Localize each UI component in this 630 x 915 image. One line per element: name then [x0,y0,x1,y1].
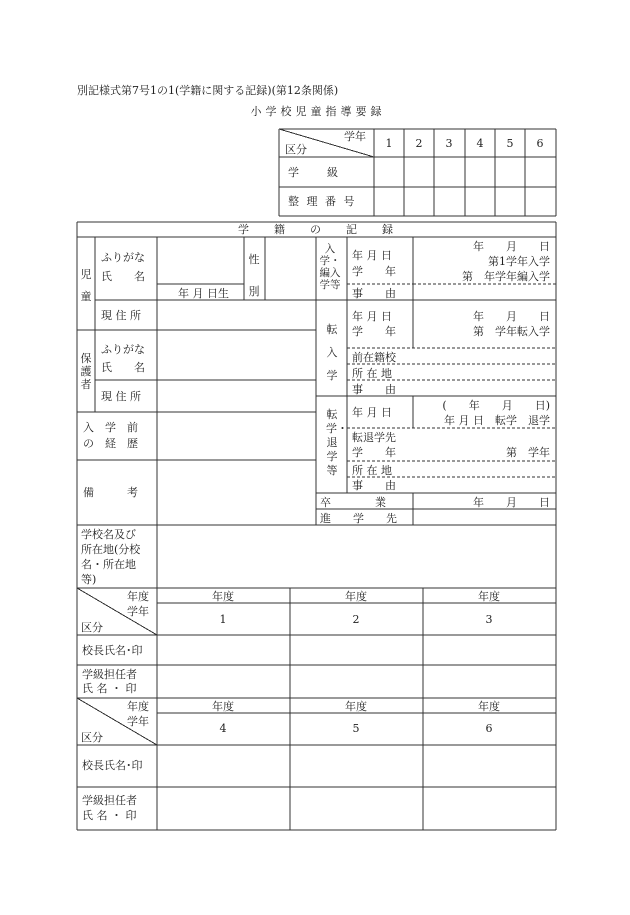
summary-kubun-label: 区分 [285,143,307,156]
admission-transfer-grade: 第 年学年編入学 [462,270,550,283]
next-school-label: 進 学 先 [320,512,397,525]
grade-header: 3 [445,137,453,150]
transfer-out-location-label: 所 在 地 [352,464,392,477]
nendo-label: 年度 [478,700,500,713]
teacher-label-2: 氏 名 ・ 印 [82,682,137,695]
grade-header: 4 [476,137,484,150]
prior-history-label-1: 入 学 前 [83,421,138,434]
prior-history-label-2: の 経 歴 [83,437,138,450]
child-gender-label: 性別 [248,253,260,298]
transfer-out-date-value: 年 月 日 転学 退学 [444,414,550,427]
transfer-in-grade-value: 第 学年転入学 [473,325,550,338]
nendo-label: 年度 [345,700,367,713]
remarks-label: 備 考 [83,486,138,499]
grade-number: 1 [219,613,227,626]
nendo-label: 年度 [127,590,149,603]
admission-grade-label: 学 年 [352,265,396,278]
graduation-label: 卒 業 [320,496,386,509]
transfer-out-grade-value: 第 学年 [506,446,550,459]
transfer-in-label: 転入学 [326,323,338,382]
transfer-out-reason-label: 事 由 [352,479,396,492]
nendo-label: 年度 [212,590,234,603]
prev-school-label: 前在籍校 [352,351,396,364]
transfer-in-date-label: 年 月 日 [352,310,392,323]
transfer-out-label: 転学・退学等 [326,408,348,477]
transfer-out-paren-date: ( 年 月 日) [442,399,550,412]
child-label: 児童 [80,268,92,303]
class-label: 学 級 [288,166,340,179]
number-label: 整 理 番 号 [288,195,357,208]
grade-number: 2 [352,613,360,626]
grade-number: 6 [485,722,493,735]
admission-date-label: 年 月 日 [352,249,392,262]
graduation-value: 年 月 日 [473,496,550,509]
kubun-corner-label: 区分 [81,621,103,634]
teacher-label-2: 氏 名 ・ 印 [82,809,137,822]
school-name-label-2: 所在地(分校 [81,543,141,556]
transfer-in-location-label: 所 在 地 [352,367,392,380]
child-birth-label: 年 月 日生 [178,287,229,300]
grade-header: 5 [506,137,514,150]
admission-first-grade: 第1学年入学 [488,255,550,268]
grade-corner-label: 学年 [127,715,149,728]
school-name-label-4: 等) [81,573,97,586]
grade-number: 4 [219,722,227,735]
grade-number: 3 [485,613,493,626]
guardian-label: 保護者 [80,352,92,391]
guardian-name-label: 氏 名 [101,361,145,374]
nendo-label: 年度 [345,590,367,603]
form-reference: 別記様式第7号1の1(学籍に関する記録)(第12条関係) [77,84,339,97]
child-address-label: 現 住 所 [101,309,141,322]
transfer-dest-label-1: 転退学先 [352,431,396,444]
admission-date-value: 年 月 日 [473,240,550,253]
teacher-label-1: 学級担任者 [82,668,137,681]
grade-corner-label: 学年 [127,605,149,618]
nendo-label: 年度 [212,700,234,713]
principal-label: 校長氏名･印 [82,644,143,657]
nendo-label: 年度 [478,590,500,603]
page-title: 小学校児童指導要録 [250,105,386,118]
school-name-label-3: 名・所在地 [81,558,136,571]
teacher-label-1: 学級担任者 [82,794,137,807]
admission-reason-label: 事 由 [352,287,396,300]
grade-header: 2 [415,137,423,150]
transfer-in-date-value: 年 月 日 [473,310,550,323]
transfer-in-grade-label: 学 年 [352,325,396,338]
guardian-furigana-label: ふりがな [101,343,145,356]
grade-header: 1 [385,137,393,150]
transfer-in-reason-label: 事 由 [352,383,396,396]
child-furigana-label: ふりがな [101,251,145,264]
kubun-corner-label: 区分 [81,731,103,744]
nendo-label: 年度 [127,700,149,713]
grade-header: 6 [536,137,544,150]
summary-grade-label: 学年 [344,130,366,143]
principal-label: 校長氏名･印 [82,759,143,772]
child-name-label: 氏 名 [101,270,145,283]
record-heading: 学 籍 の 記 録 [238,223,394,236]
transfer-out-date-label: 年 月 日 [352,406,392,419]
transfer-dest-label-2: 学 年 [352,446,396,459]
school-name-label-1: 学校名及び [81,528,136,541]
guardian-address-label: 現 住 所 [101,390,141,403]
admission-label: 入学・編入学等 [319,243,341,291]
grade-number: 5 [352,722,360,735]
